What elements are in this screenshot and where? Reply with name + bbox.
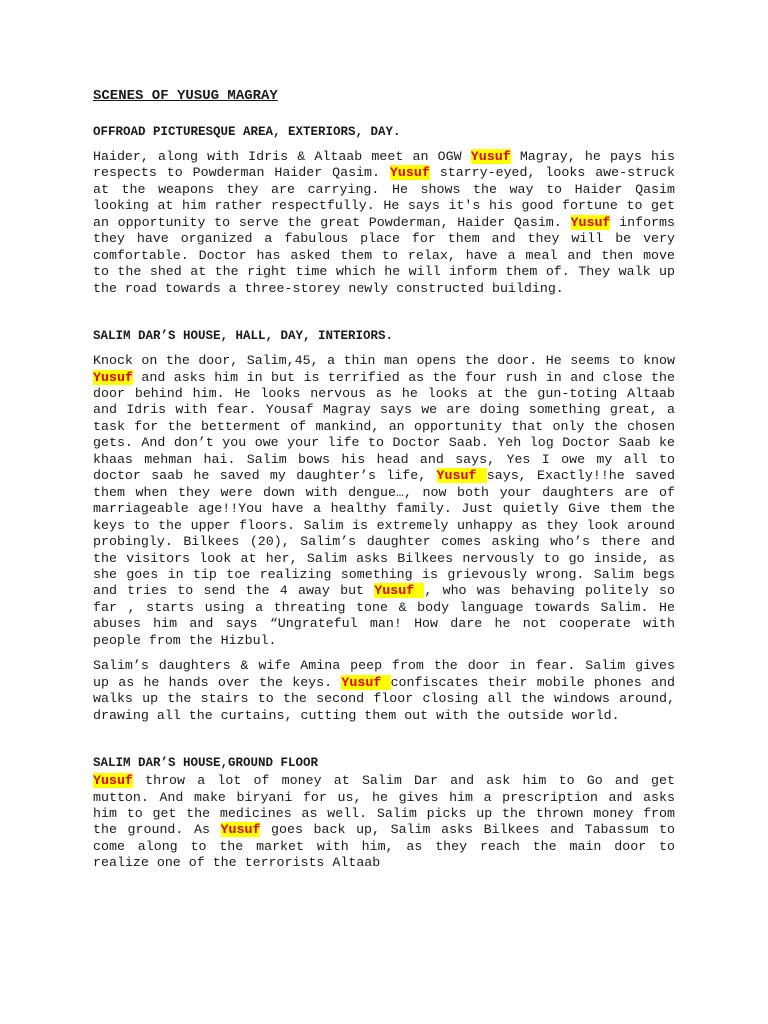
paragraph-text-segment: Haider, along with Idris & Altaab meet an OGW	[93, 149, 471, 164]
scene-2-paragraph-1	[93, 353, 675, 649]
paragraph-text-segment: goes back up, Salim asks Bilkees and Tabassum to come along to the market with him, as they reach the main door to realize one of the terrorists Altaab	[93, 822, 675, 871]
paragraph-text-segment: throw a lot of money at Salim Dar and ask him to Go and get mutton. And make biryani for us, he gives him a prescription and asks him to get the medicines as well. Salim picks up the thrown money from the ground. As	[93, 773, 675, 838]
paragraph-text-segment: informs they have organized a fabulous place for them and they will be very comfortable. Doctor has asked them to relax, have a meal and then move to the shed at the right time which he will inform them of. They walk up the road towards a three-storey newly constructed building.	[93, 214, 675, 296]
highlighted-name: Yusuf	[341, 674, 391, 690]
scene-heading-2: SALIM DAR’S HOUSE, HALL, DAY, INTERIORS.	[93, 329, 394, 344]
highlighted-name: Yusuf	[570, 214, 611, 230]
highlighted-name: Yusuf	[93, 369, 133, 385]
document-page	[93, 86, 675, 881]
paragraph-text-segment: Knock on the door, Salim,45, a thin man opens the door. He seems to know	[93, 353, 675, 369]
highlighted-name: Yusuf	[374, 583, 425, 599]
highlighted-name: Yusuf	[220, 822, 261, 838]
paragraph-text-segment: says, Exactly!!he saved them when they were down with dengue…, now both your daughters are of marriageable age!!You have a healthy family. Just quietly Give them the keys to the upper floors. Salim is extremely unhappy as they look around probingly. Bilkees (20), Salim’s daughter comes asking who’s there and the visitors look at her, Salim asks Bilkees nervously to go inside, as she goes in tip toe realizing something is grievously wrong. Salim begs and tries to send the 4 away but	[93, 468, 675, 599]
scene-1-paragraph-1	[93, 149, 675, 297]
scene-heading-3: SALIM DAR’S HOUSE,GROUND FLOOR	[93, 756, 319, 771]
paragraph-text-segment: confiscates their mobile phones and walks up the stairs to the second floor closing all the windows around, drawing all the curtains, cutting them out with the outside world.	[93, 674, 675, 723]
paragraph-text-segment: , who was behaving politely so far , starts using a threating tone & body language towards Salim. He abuses him and says “Ungrateful man! How dare he not cooperate with people from the Hizbul.	[93, 583, 675, 648]
highlighted-name: Yusuf	[93, 773, 133, 789]
paragraph-text-segment: Magray, he pays his respects to Powderman Haider Qasim.	[93, 149, 675, 181]
scene-heading-1: OFFROAD PICTURESQUE AREA, EXTERIORS, DAY.	[93, 125, 401, 139]
highlighted-name: Yusuf	[389, 165, 430, 181]
paragraph-text-segment: Salim’s daughters & wife Amina peep from the door in fear. Salim gives up as he hands over the keys.	[93, 658, 675, 690]
document-title: SCENES OF YUSUG MAGRAY	[93, 88, 278, 104]
highlighted-name: Yusuf	[470, 149, 511, 164]
scene-2-paragraph-2	[93, 658, 675, 724]
paragraph-text-segment: and asks him in but is terrified as the four rush in and close the door behind him. He looks nervous as he looks at the gun-toting Altaab and Idris with fear. Yousaf Magray says we are doing something great, a task for the betterment of mankind, an opportunity that only the chosen gets. And don’t you owe your life to Doctor Saab. Yeh log Doctor Saab ke khaas mehman hai. Salim bows his head and says, Yes I owe my all to doctor saab he saved my daughter’s life,	[93, 369, 675, 484]
paragraph-text-segment: starry-eyed, looks awe-struck at the weapons they are carrying. He shows the way to Haider Qasim looking at him rather respectfully. He says it's his good fortune to get an opportunity to serve the great Powderman, Haider Qasim.	[93, 165, 676, 230]
highlighted-name: Yusuf	[436, 468, 487, 484]
scene-3-paragraph-1	[93, 773, 675, 872]
